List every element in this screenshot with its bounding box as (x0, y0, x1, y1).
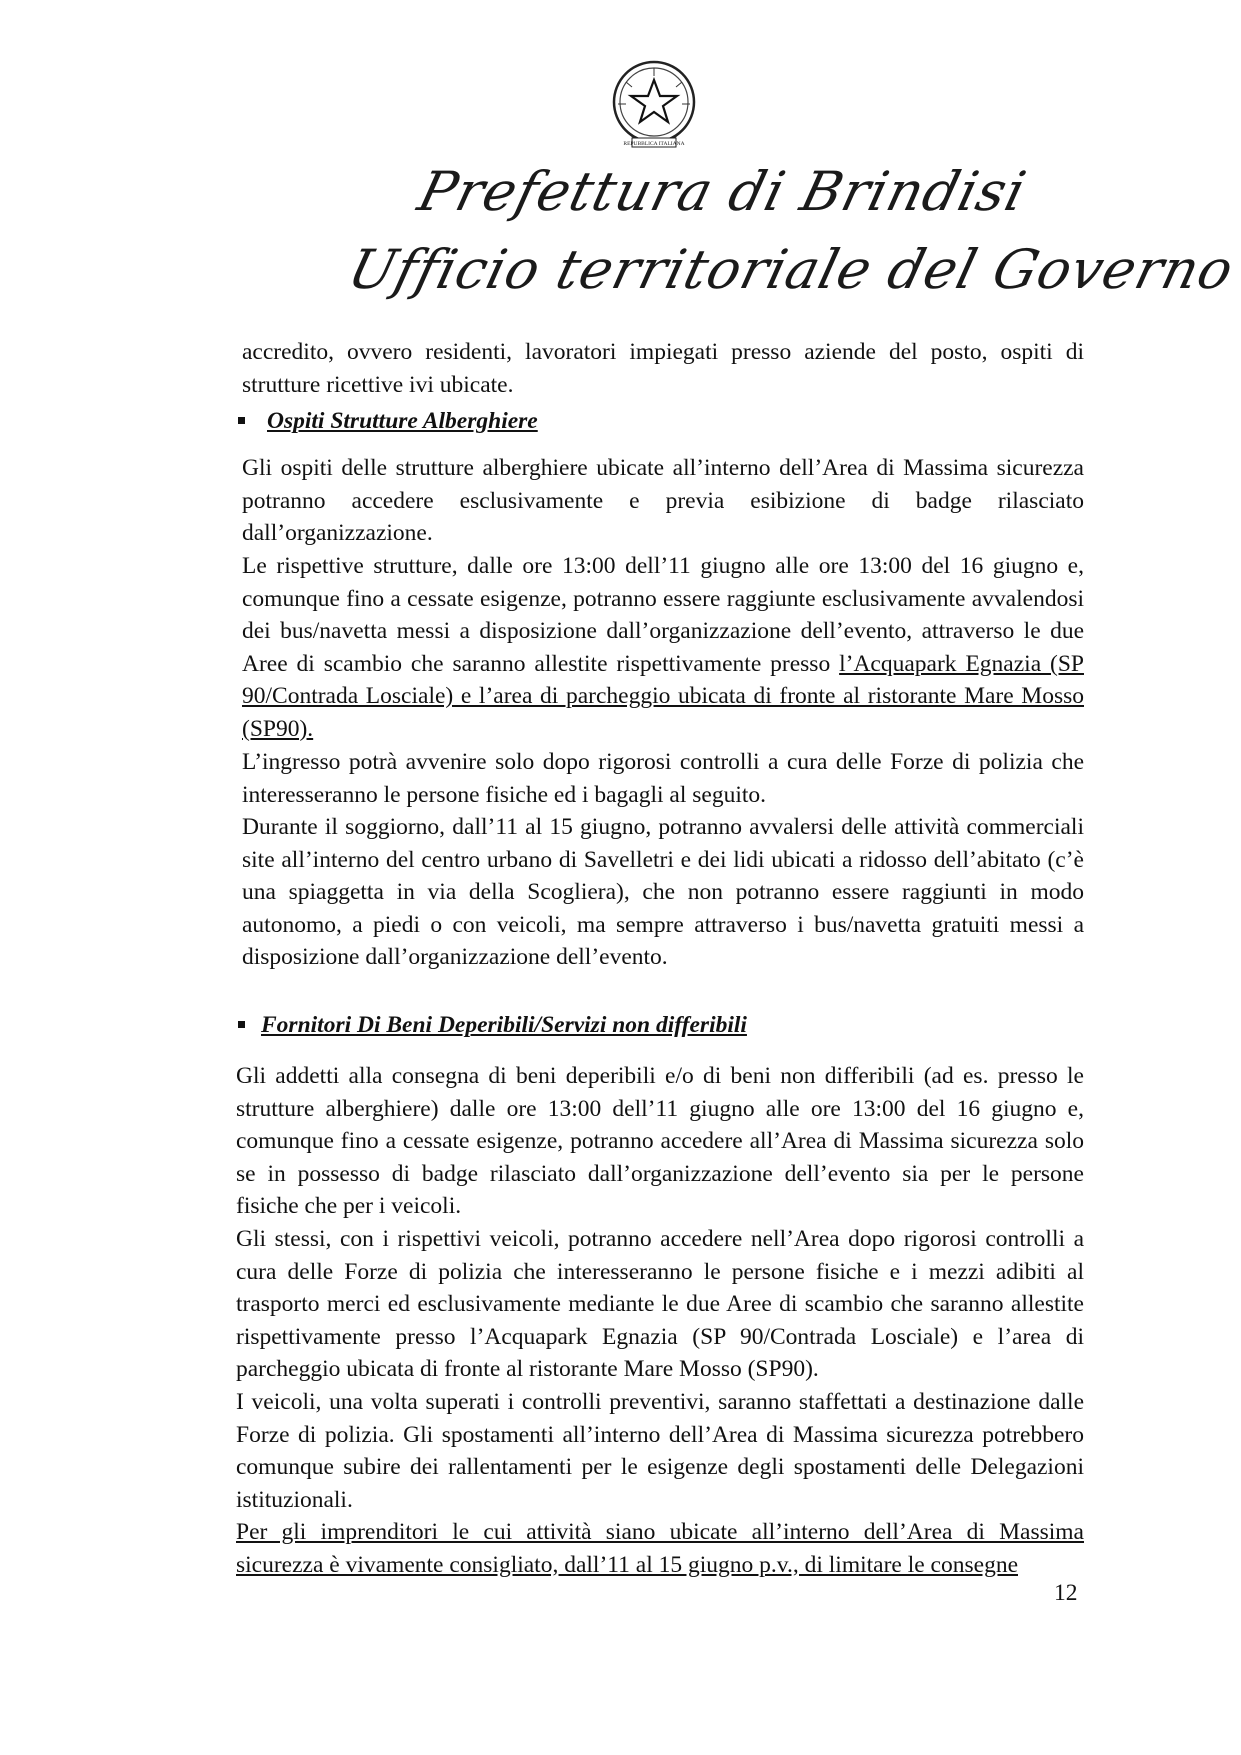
section1-heading: Ospiti Strutture Alberghiere (267, 408, 538, 434)
section2-heading-row (238, 1009, 747, 1041)
section2-paragraph-4: Per gli imprenditori le cui attività siano ubicate all’interno dell’Area di Massima sicurezza è vivamente consigliato, dall’11 al 15 giugno p.v., di limitare le consegne (236, 1519, 1084, 1578)
section1-paragraph-4: Durante il soggiorno, dall’11 al 15 giugno, potranno avvalersi delle attività commerciali site all’interno del centro urbano di Savelletri e dei lidi ubicati a ridosso dell’abitato (c’è una spiaggetta in via della Scogliera), che non potranno essere raggiunti in modo autonomo, a piedi o con veicoli, ma sempre attraverso i bus/navetta gratuiti messi a disposizione dall’organizzazione dell’evento. (242, 814, 1084, 970)
square-bullet-icon (238, 1021, 245, 1028)
section1-paragraph-3: L’ingresso potrà avvenire solo dopo rigorosi controlli a cura delle Forze di polizia che interesseranno le persone fisiche ed i bagagli al seguito. (242, 749, 1084, 808)
page-number: 12 (1054, 1580, 1078, 1606)
section2-paragraph-2: Gli stessi, con i rispettivi veicoli, potranno accedere nell’Area dopo rigorosi controlli a cura delle Forze di polizia che interesseranno le persone fisiche e i mezzi adibiti al trasporto merci ed esclusivamente mediante le due Aree di scambio che saranno allestite rispettivamente presso l’Acquapark Egnazia (SP 90/Contrada Losciale) e l’area di parcheggio ubicata di fronte al ristorante Mare Mosso (SP90). (236, 1226, 1084, 1382)
intro-paragraph: accredito, ovvero residenti, lavoratori impiegati presso aziende del posto, ospiti di strutture ricettive ivi ubicate. (242, 339, 1084, 398)
italian-republic-emblem-icon (604, 56, 704, 156)
svg-text:REPUBBLICA ITALIANA: REPUBBLICA ITALIANA (623, 141, 685, 147)
header-title-line2: Ufficio territoriale del Governo (342, 238, 1241, 301)
square-bullet-icon (238, 417, 245, 424)
section1-paragraph-2: Le rispettive strutture, dalle ore 13:00 dell’11 giugno alle ore 13:00 del 16 giugno e, comunque fino a cessate esigenze, potranno essere raggiunte esclusivamente avvalendosi dei bus/navetta messi a disposizione dall’organizzazione dell’evento, attraverso le due Aree di scambio che saranno allestite rispettivamente presso l’Acquapark Egnazia (SP 90/Contrada Losciale) e l’area di parcheggio ubicata di fronte al ristorante Mare Mosso (SP90). (242, 553, 1084, 742)
section2-paragraph-3: I veicoli, una volta superati i controlli preventivi, saranno staffettati a destinazione dalle Forze di polizia. Gli spostamenti all’interno dell’Area di Massima sicurezza potrebbero comunque subire dei rallentamenti per le esigenze degli spostamenti delle Delegazioni istituzionali. (236, 1389, 1084, 1513)
header-title-line1: Prefettura di Brindisi (412, 160, 1033, 223)
section2-paragraph-1: Gli addetti alla consegna di beni deperibili e/o di beni non differibili (ad es. presso le strutture alberghiere) dalle ore 13:00 dell’11 giugno alle ore 13:00 del 16 giugno e, comunque fino a cessate esigenze, potranno accedere all’Area di Massima sicurezza solo se in possesso di badge rilasciato dall’organizzazione dell’evento sia per le persone fisiche che per i veicoli. (236, 1063, 1084, 1219)
section2-heading: Fornitori Di Beni Deperibili/Servizi non differibili (261, 1012, 747, 1038)
section1-paragraph-2-underlined: l’Acquapark Egnazia (SP 90/Contrada Losciale) e l’area di parcheggio ubicata di fronte al ristorante Mare Mosso (SP90). (242, 650, 1084, 742)
section1-paragraph-1: Gli ospiti delle strutture alberghiere ubicate all’interno dell’Area di Massima sicurezza potranno accedere esclusivamente e previa esibizione di badge rilasciato dall’organizzazione. (242, 455, 1084, 546)
section1-heading-row (238, 405, 538, 437)
